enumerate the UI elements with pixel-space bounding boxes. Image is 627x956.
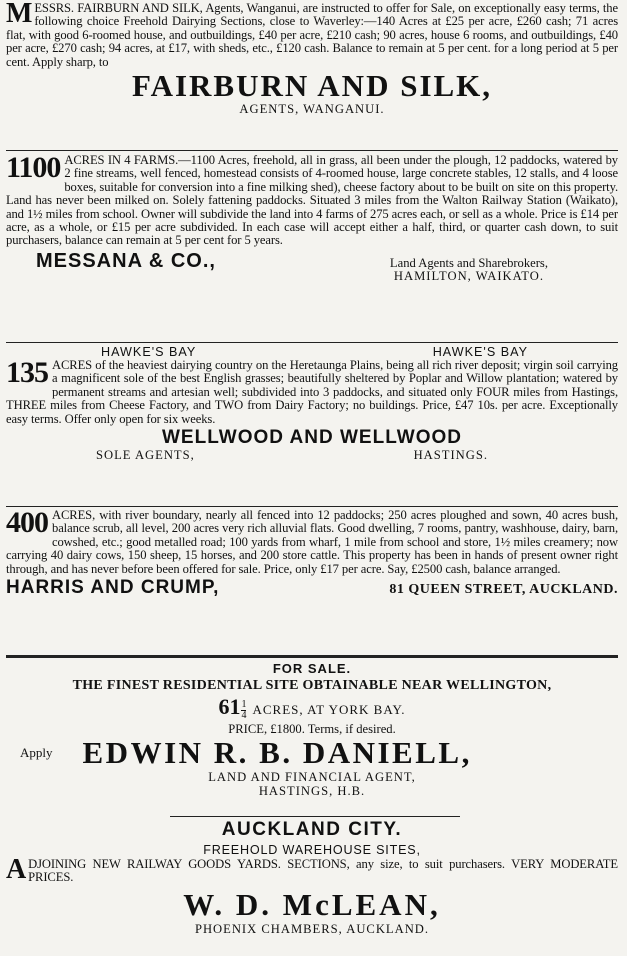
agent-address: 81 QUEEN STREET, AUCKLAND. [389, 582, 618, 598]
agent-name: WELLWOOD AND WELLWOOD [162, 427, 462, 449]
ad-messana [6, 151, 618, 283]
divider [6, 655, 618, 658]
heading: FOR SALE. [272, 661, 352, 676]
subheading: FREEHOLD WAREHOUSE SITES, [203, 843, 421, 857]
lead-number: 1100 [6, 151, 61, 184]
lead-number: 135 [6, 356, 48, 389]
divider [170, 816, 460, 817]
ad-text: ESSRS. FAIRBURN AND SILK, Agents, Wanganui, are instructed to offer for Sale, on exceptionally easy terms, the following choice Freehold Dairying Sections, close to Waverley:—140 Acres at £25 per acre, £260 cash; 71 acres flat, with good 6-roomed house, and outbuildings, £40 per acre, £210 cash; 90 acres, house 6 rooms, and outbuildings, £40 per acre, £270 cash; 94 acres, at £17, with sheds, etc., £120 cash. Balance to remain at 5 per cent. for a long period at 5 per cent. Apply sharp, to [6, 1, 618, 69]
fraction-numerator: 1 [241, 698, 247, 710]
ad-harris-crump [6, 506, 618, 599]
drop-cap: A [6, 854, 27, 885]
divider [6, 506, 618, 507]
ad-body [6, 506, 618, 576]
agent-details [390, 257, 548, 283]
ad-wellwood [6, 345, 618, 462]
ad-text: ACRES, with river boundary, nearly all fenced into 12 paddocks; 250 acres ploughed and sown, 40 acres bush, balance scrub, all level, 200 acres very rich alluvial flats. Good dwelling, 7 rooms, pantry, washhouse, dairy, barn, cowshed, etc.; good metalled road; 100 yards from wharf, 1 mile from school and store, 1½ miles creamery; now carrying 40 dairy cows, 150 sheep, 15 horses, and 200 store cattle. This property has been in hands of present owner right through, and has never before been offered for sale. Price, only £17 per acre. Say, £2500 cash, balance arranged. [6, 508, 618, 576]
agent-row [6, 736, 618, 770]
headline: THE FINEST RESIDENTIAL SITE OBTAINABLE NEAR WELLINGTON, [72, 678, 552, 693]
agent-name: EDWIN R. B. DANIELL, [82, 735, 472, 770]
drop-cap: M [6, 0, 33, 29]
ad-daniell [6, 661, 618, 798]
acres-text: ACRES, AT YORK BAY. [252, 702, 406, 717]
heading: AUCKLAND CITY. [221, 819, 403, 840]
agent-address: AGENTS, WANGANUI. [239, 102, 385, 117]
agent-row [6, 250, 618, 283]
agent-name: W. D. McLEAN, [183, 886, 441, 922]
fraction-denominator: 4 [241, 709, 247, 721]
heading-row [6, 345, 618, 359]
lead-number: 400 [6, 506, 48, 539]
divider [6, 150, 618, 151]
agent-left: SOLE AGENTS, [96, 448, 195, 463]
apply-label: Apply [20, 745, 53, 760]
ad-body [6, 151, 618, 248]
acres-whole: 61 [218, 694, 241, 719]
ad-fairburn-silk [6, 2, 618, 116]
agent-sub1: LAND AND FINANCIAL AGENT, [208, 770, 416, 784]
agent-row [6, 448, 618, 462]
agent-name: HARRIS AND CRUMP, [6, 577, 220, 599]
divider [6, 342, 618, 343]
ad-text: ACRES IN 4 FARMS.—1100 Acres, freehold, all in grass, all been under the plough, 12 paddocks, watered by 2 fine streams, well fenced, homestead consists of 4-roomed house, large concrete stables, 12 stalls, and 4 loose boxes, suitable for conversion into a fine milking shed), cheese factory about to be built on site on this property. Land has never been milked on. Solely fattening paddocks. Situated 3 miles from the Walton Railway Station (Waikato), and 1½ miles from school. Owner will subdivide the land into 4 farms of 275 acres each, or sell as a whole. Price is £14 per acre, as a whole, or £15 per acre subdivided. In each case will accept either a half, third, or quarter cash down, to suit purchasers, balance can remain at 5 per cent for 5 years. [6, 153, 618, 248]
heading-left: HAWKE'S BAY [101, 345, 197, 359]
ad-text: DJOINING NEW RAILWAY GOODS YARDS. SECTIONS, any size, to suit purchasers. VERY MODERATE PRICES. [28, 857, 618, 885]
agent-sub2: HASTINGS, H.B. [258, 784, 366, 798]
agent-line2: HAMILTON, WAIKATO. [393, 268, 545, 283]
ad-mclean [6, 818, 618, 936]
agent-right: HASTINGS. [413, 448, 488, 463]
acres-line [6, 695, 618, 722]
heading-right: HAWKE'S BAY [432, 345, 528, 359]
price-line: PRICE, £1800. Terms, if desired. [228, 722, 396, 736]
agent-name: MESSANA & CO., [36, 249, 216, 272]
agent-row [6, 577, 618, 599]
ad-body [6, 356, 618, 426]
agent-name: FAIRBURN AND SILK, [131, 68, 493, 104]
ad-body [6, 854, 618, 885]
acres-fraction [241, 700, 246, 721]
ad-body [6, 2, 618, 69]
ad-text: ACRES of the heaviest dairying country on the Heretaunga Plains, being all rich river deposit; virgin soil carrying a magnificent sole of the best English grasses; beautifully sheltered by Poplar and Willow plantation; watered by permanent streams and artesian well; subdivided into 3 paddocks, and situated only FOUR miles from Hastings, THREE miles from Cheese Factory, and TWO from Dairy Factory; no buildings. Price, £47 10s. per acre. Exceptionally easy terms. Offer only open for six weeks. [6, 358, 618, 426]
agent-line1: Land Agents and Sharebrokers, [389, 255, 548, 270]
agent-sub: PHOENIX CHAMBERS, AUCKLAND. [194, 921, 430, 936]
